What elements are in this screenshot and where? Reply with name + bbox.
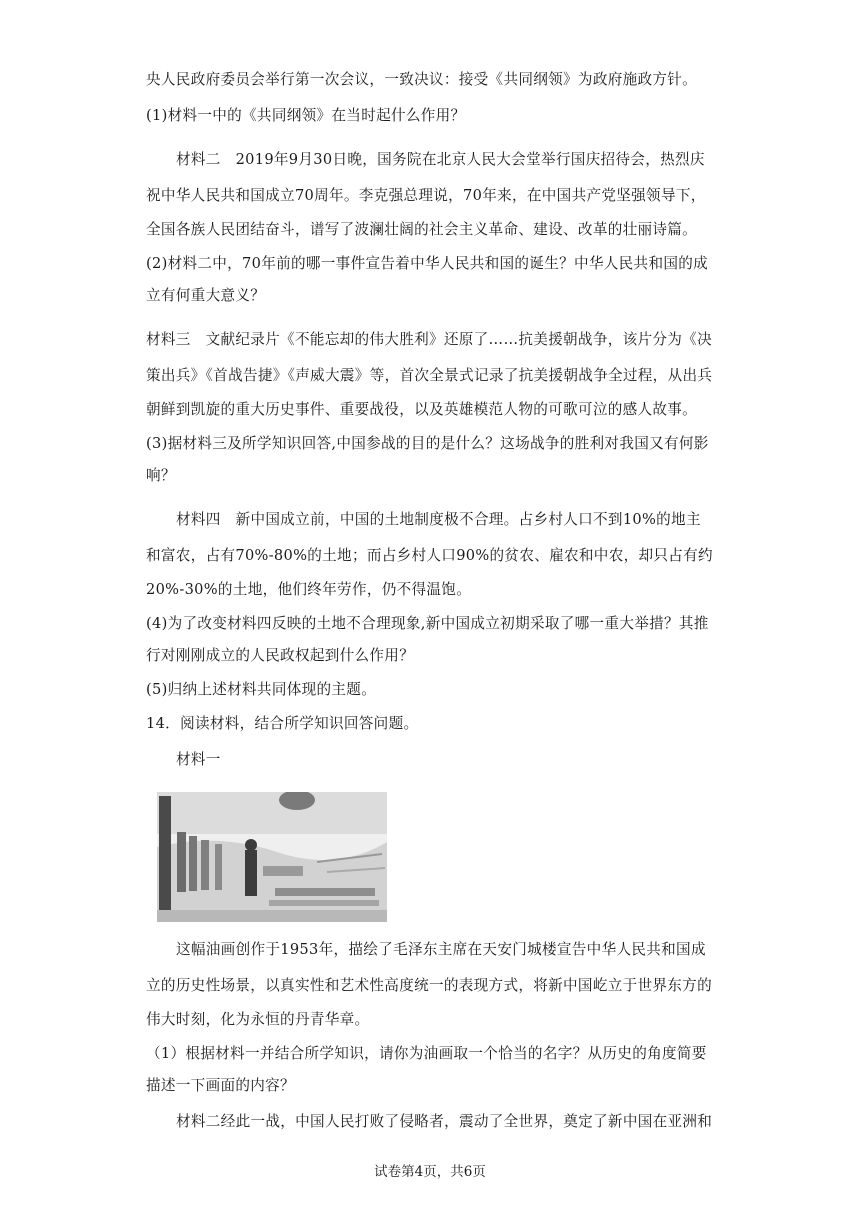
text-line: 央人民政府委员会举行第一次会议，一致决议：接受《共同纲领》为政府施政方针。: [146, 71, 698, 88]
page-footer: 试卷第4页，共6页: [374, 1164, 486, 1180]
material-3-line: 材料三 文献纪录片《不能忘却的伟大胜利》还原了……抗美援朝战争，该片分为《决: [146, 331, 712, 348]
material-4-line: 材料四 新中国成立前，中国的土地制度极不合理。占乡村人口不到10%的地主: [176, 511, 701, 528]
question-3: (3)据材料三及所学知识回答,中国参战的目的是什么？这场战争的胜利对我国又有何影: [146, 435, 709, 452]
question-14-heading: 14．阅读材料，结合所学知识回答问题。: [146, 715, 419, 732]
oil-painting-image: [157, 792, 387, 922]
question-3: 响？: [146, 467, 176, 484]
material-4-line: 和富农，占有70%-80%的土地；而占乡村人口90%的贫农、雇农和中农，却只占有约: [146, 547, 713, 564]
material-1-caption: 伟大时刻，化为永恒的丹青华章。: [146, 1011, 370, 1028]
question-14-1: 描述一下画面的内容？: [146, 1077, 295, 1094]
question-4: 行对刚刚成立的人民政权起到什么作用？: [146, 647, 415, 664]
material-3-line: 朝鲜到凯旋的重大历史事件、重要战役，以及英雄模范人物的可歌可泣的感人故事。: [146, 401, 698, 418]
material-2-line: 材料二 2019年9月30日晚，国务院在北京人民大会堂举行国庆招待会，热烈庆: [176, 151, 705, 168]
question-2: 立有何重大意义？: [146, 287, 266, 304]
material-3-line: 策出兵》《首战告捷》《声威大震》等，首次全景式记录了抗美援朝战争全过程，从出兵: [146, 367, 713, 384]
material-2-b-line: 材料二经此一战，中国人民打败了侵略者，震动了全世界，奠定了新中国在亚洲和: [176, 1113, 713, 1130]
question-1: (1)材料一中的《共同纲领》在当时起什么作用？: [146, 107, 466, 124]
material-2-line: 全国各族人民团结奋斗，谱写了波澜壮阔的社会主义革命、建设、改革的壮丽诗篇。: [146, 221, 698, 238]
question-5: (5)归纳上述材料共同体现的主题。: [146, 681, 377, 698]
material-4-line: 20%-30%的土地，他们终年劳作，仍不得温饱。: [146, 581, 472, 598]
question-2: (2)材料二中，70年前的哪一事件宣告着中华人民共和国的诞生？中华人民共和国的成: [146, 255, 709, 272]
material-1-label: 材料一: [176, 751, 221, 768]
material-1-caption: 这幅油画创作于1953年，描绘了毛泽东主席在天安门城楼宣告中华人民共和国成: [176, 941, 706, 958]
question-14-1: （1）根据材料一并结合所学知识，请你为油画取一个恰当的名字？从历史的角度简要: [146, 1045, 707, 1062]
question-4: (4)为了改变材料四反映的土地不合理现象,新中国成立初期采取了哪一重大举措？其推: [146, 615, 709, 632]
material-2-line: 祝中华人民共和国成立70周年。李克强总理说，70年来，在中国共产党坚强领导下，: [146, 187, 706, 204]
material-1-caption: 立的历史性场景，以真实性和艺术性高度统一的表现方式，将新中国屹立于世界东方的: [146, 977, 712, 994]
